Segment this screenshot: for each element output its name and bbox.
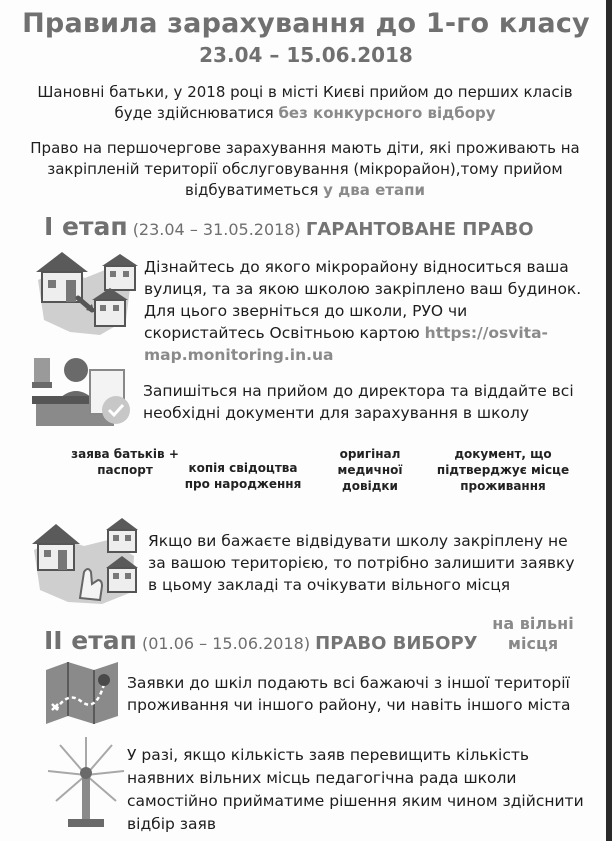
map-hand-icon xyxy=(28,510,144,606)
stage-1-label: І етап xyxy=(44,212,128,241)
intro-paragraph-1 xyxy=(30,82,580,124)
intro-highlight-1: без конкурсного відбору xyxy=(278,104,496,122)
stage-1-step-3: Якщо ви бажаєте відвідувати школу закріплену не за вашою територією, то потрібно залишити заявку в цьому закладі та очікувати вільного місця xyxy=(148,532,575,594)
scales-icon xyxy=(44,735,128,831)
admission-dates: 23.04 – 15.06.2018 xyxy=(199,43,413,67)
folded-map-icon xyxy=(42,660,122,726)
stage-2-heading xyxy=(44,626,478,655)
document-item: документ, що підтверджує місце проживання xyxy=(436,447,570,493)
stage-1-step-2: Запишіться на прийом до директора та віддайте всі необхідні документи для зарахування в школу xyxy=(143,382,574,422)
stage-2-step-2: У разі, якщо кількість заяв перевищить кількість наявних вільних місць педагогічна рада школи самостійно прийматиме рішення яким чином здійснити відбір заяв xyxy=(127,746,584,833)
stage-1-heading xyxy=(44,212,534,241)
document-item: копія свідоцтва про народження xyxy=(184,461,302,491)
scan-edge xyxy=(606,0,612,841)
intro-text-1: Шановні батьки, у 2018 році в місті Києві прийом до перших класів буде здійснюватися xyxy=(37,83,573,122)
stage-2-label: ІІ етап xyxy=(44,626,137,655)
stage-2-title: ПРАВО ВИБОРУ xyxy=(315,633,478,654)
stage-1-step-1-text: Дізнайтесь до якого мікрорайону відноситься ваша вулиця, та за якою школою закріплено ваш будинок. Для цього зверніться до школи, РУО чи скористайтесь Освітньою картою xyxy=(144,258,582,342)
stage-1-title: ГАРАНТОВАНЕ ПРАВО xyxy=(305,219,534,240)
director-desk-icon xyxy=(28,352,138,432)
document-item: заява батьків + паспорт xyxy=(71,447,179,477)
stage-2-dates: (01.06 – 15.06.2018) xyxy=(142,634,311,653)
stage-2-side-note: на вільні місця xyxy=(492,614,574,653)
page-title: Правила зарахування до 1-го класу xyxy=(22,8,590,39)
intro-text-2: Право на першочергове зарахування мають діти, які проживають на закріпленій території обслуговування (мікрорайон),тому прийом відбуватиметься xyxy=(30,139,580,199)
stage-1-dates: (23.04 – 31.05.2018) xyxy=(132,220,301,239)
map-houses-icon xyxy=(30,240,140,340)
stage-2-step-1: Заявки до шкіл подають всі бажаючі з іншої території проживання чи іншого району, чи навіть іншого міста xyxy=(127,674,571,714)
intro-paragraph-2 xyxy=(30,138,580,201)
osvita-map-link[interactable]: https://osvita-map.monitoring.in.ua xyxy=(144,324,548,364)
document-item: оригінал медичної довідки xyxy=(337,447,403,493)
stage-1-step-1 xyxy=(144,256,584,366)
intro-highlight-2: у два етапи xyxy=(323,181,425,199)
